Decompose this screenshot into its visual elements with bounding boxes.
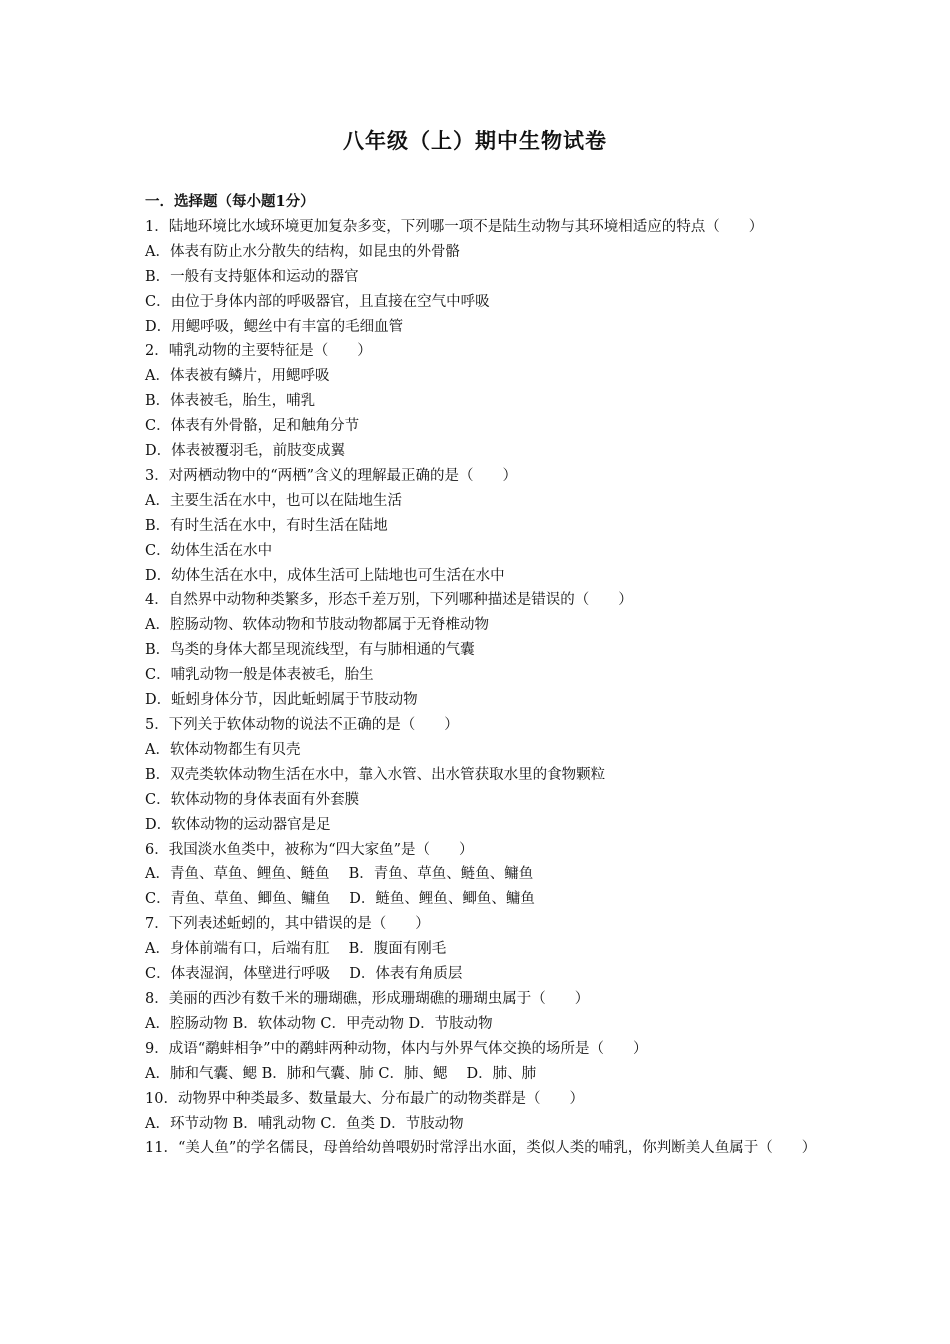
option-a: A．腔肠动物、软体动物和节肢动物都属于无脊椎动物 bbox=[145, 617, 489, 634]
option-b: B．鸟类的身体大都呈现流线型，有与肺相通的气囊 bbox=[145, 642, 475, 659]
option-c: C．幼体生活在水中 bbox=[145, 542, 273, 559]
question-stem: 2．哺乳动物的主要特征是（ ） bbox=[145, 343, 372, 360]
question-stem: 10．动物界中种类最多、数量最大、分布最广的动物类群是（ ） bbox=[145, 1090, 584, 1107]
option-c: C．由位于身体内部的呼吸器官，且直接在空气中呼吸 bbox=[145, 293, 490, 310]
option-d: D．蚯蚓身体分节，因此蚯蚓属于节肢动物 bbox=[145, 692, 418, 709]
exam-content bbox=[145, 190, 817, 1161]
question-10 bbox=[145, 1087, 810, 1137]
section-heading: 一．选择题（每小题1分） bbox=[145, 193, 315, 210]
option-row-cd: C．青鱼、草鱼、鲫鱼、鳙鱼 D．鲢鱼、鲤鱼、鲫鱼、鳙鱼 bbox=[145, 891, 535, 908]
question-11 bbox=[145, 1136, 817, 1161]
question-6 bbox=[145, 838, 810, 913]
option-row-ab: A．身体前端有口，后端有肛 B．腹面有刚毛 bbox=[145, 941, 447, 958]
option-b: B．体表被毛，胎生，哺乳 bbox=[145, 393, 316, 410]
option-b: B．一般有支持躯体和运动的器官 bbox=[145, 268, 359, 285]
option-d: D．幼体生活在水中，成体生活可上陆地也可生活在水中 bbox=[145, 567, 505, 584]
option-row-cd: C．体表湿润，体壁进行呼吸 D．体表有角质层 bbox=[145, 966, 463, 983]
option-a: A．软体动物都生有贝壳 bbox=[145, 741, 301, 758]
question-1 bbox=[145, 215, 810, 340]
question-stem: 3．对两栖动物中的“两栖”含义的理解最正确的是（ ） bbox=[145, 467, 518, 484]
question-7 bbox=[145, 912, 810, 987]
option-d: D．体表被覆羽毛，前肢变成翼 bbox=[145, 443, 346, 460]
option-a: A．体表有防止水分散失的结构，如昆虫的外骨骼 bbox=[145, 243, 460, 260]
option-row-abcd: A．环节动物 B．哺乳动物 C．鱼类 D．节肢动物 bbox=[145, 1115, 464, 1132]
question-stem: 1．陆地环境比水域环境更加复杂多变，下列哪一项不是陆生动物与其环境相适应的特点（ ） bbox=[145, 218, 764, 235]
option-c: C．体表有外骨骼，足和触角分节 bbox=[145, 418, 360, 435]
option-a: A．体表被有鳞片，用鳃呼吸 bbox=[145, 368, 330, 385]
question-stem: 6．我国淡水鱼类中，被称为“四大家鱼”是（ ） bbox=[145, 841, 474, 858]
question-stem: 8．美丽的西沙有数千米的珊瑚礁，形成珊瑚礁的珊瑚虫属于（ ） bbox=[145, 990, 590, 1007]
question-stem: 9．成语“鹬蚌相争”中的鹬蚌两种动物，体内与外界气体交换的场所是（ ） bbox=[145, 1040, 648, 1057]
question-stem: 5．下列关于软体动物的说法不正确的是（ ） bbox=[145, 717, 459, 734]
question-stem: 7．下列表述蚯蚓的，其中错误的是（ ） bbox=[145, 916, 430, 933]
question-8 bbox=[145, 987, 810, 1037]
option-b: B．有时生活在水中，有时生活在陆地 bbox=[145, 517, 388, 534]
option-c: C．哺乳动物一般是体表被毛，胎生 bbox=[145, 667, 374, 684]
question-2 bbox=[145, 339, 810, 464]
question-3 bbox=[145, 464, 810, 589]
question-9 bbox=[145, 1037, 810, 1087]
question-5 bbox=[145, 713, 810, 838]
page-title: 八年级（上）期中生物试卷 bbox=[343, 128, 607, 153]
option-a: A．主要生活在水中，也可以在陆地生活 bbox=[145, 492, 402, 509]
question-stem: 11．“美人鱼”的学名儒艮，母兽给幼兽喂奶时常浮出水面，类似人类的哺乳，你判断美人鱼属于（ ） bbox=[145, 1140, 817, 1157]
option-row-abcd: A．肺和气囊、鳃 B．肺和气囊、肺 C．肺、鳃 D．肺、肺 bbox=[145, 1065, 537, 1082]
option-row-ab: A．青鱼、草鱼、鲤鱼、鲢鱼 B．青鱼、草鱼、鲢鱼、鳙鱼 bbox=[145, 866, 534, 883]
option-d: D．软体动物的运动器官是足 bbox=[145, 816, 331, 833]
option-d: D．用鳃呼吸，鳃丝中有丰富的毛细血管 bbox=[145, 318, 404, 335]
option-b: B．双壳类软体动物生活在水中，靠入水管、出水管获取水里的食物颗粒 bbox=[145, 766, 606, 783]
question-stem: 4．自然界中动物种类繁多，形态千差万别，下列哪种描述是错误的（ ） bbox=[145, 592, 633, 609]
option-row-abcd: A．腔肠动物 B．软体动物 C．甲壳动物 D．节肢动物 bbox=[145, 1015, 493, 1032]
question-4 bbox=[145, 588, 810, 713]
option-c: C．软体动物的身体表面有外套膜 bbox=[145, 791, 360, 808]
